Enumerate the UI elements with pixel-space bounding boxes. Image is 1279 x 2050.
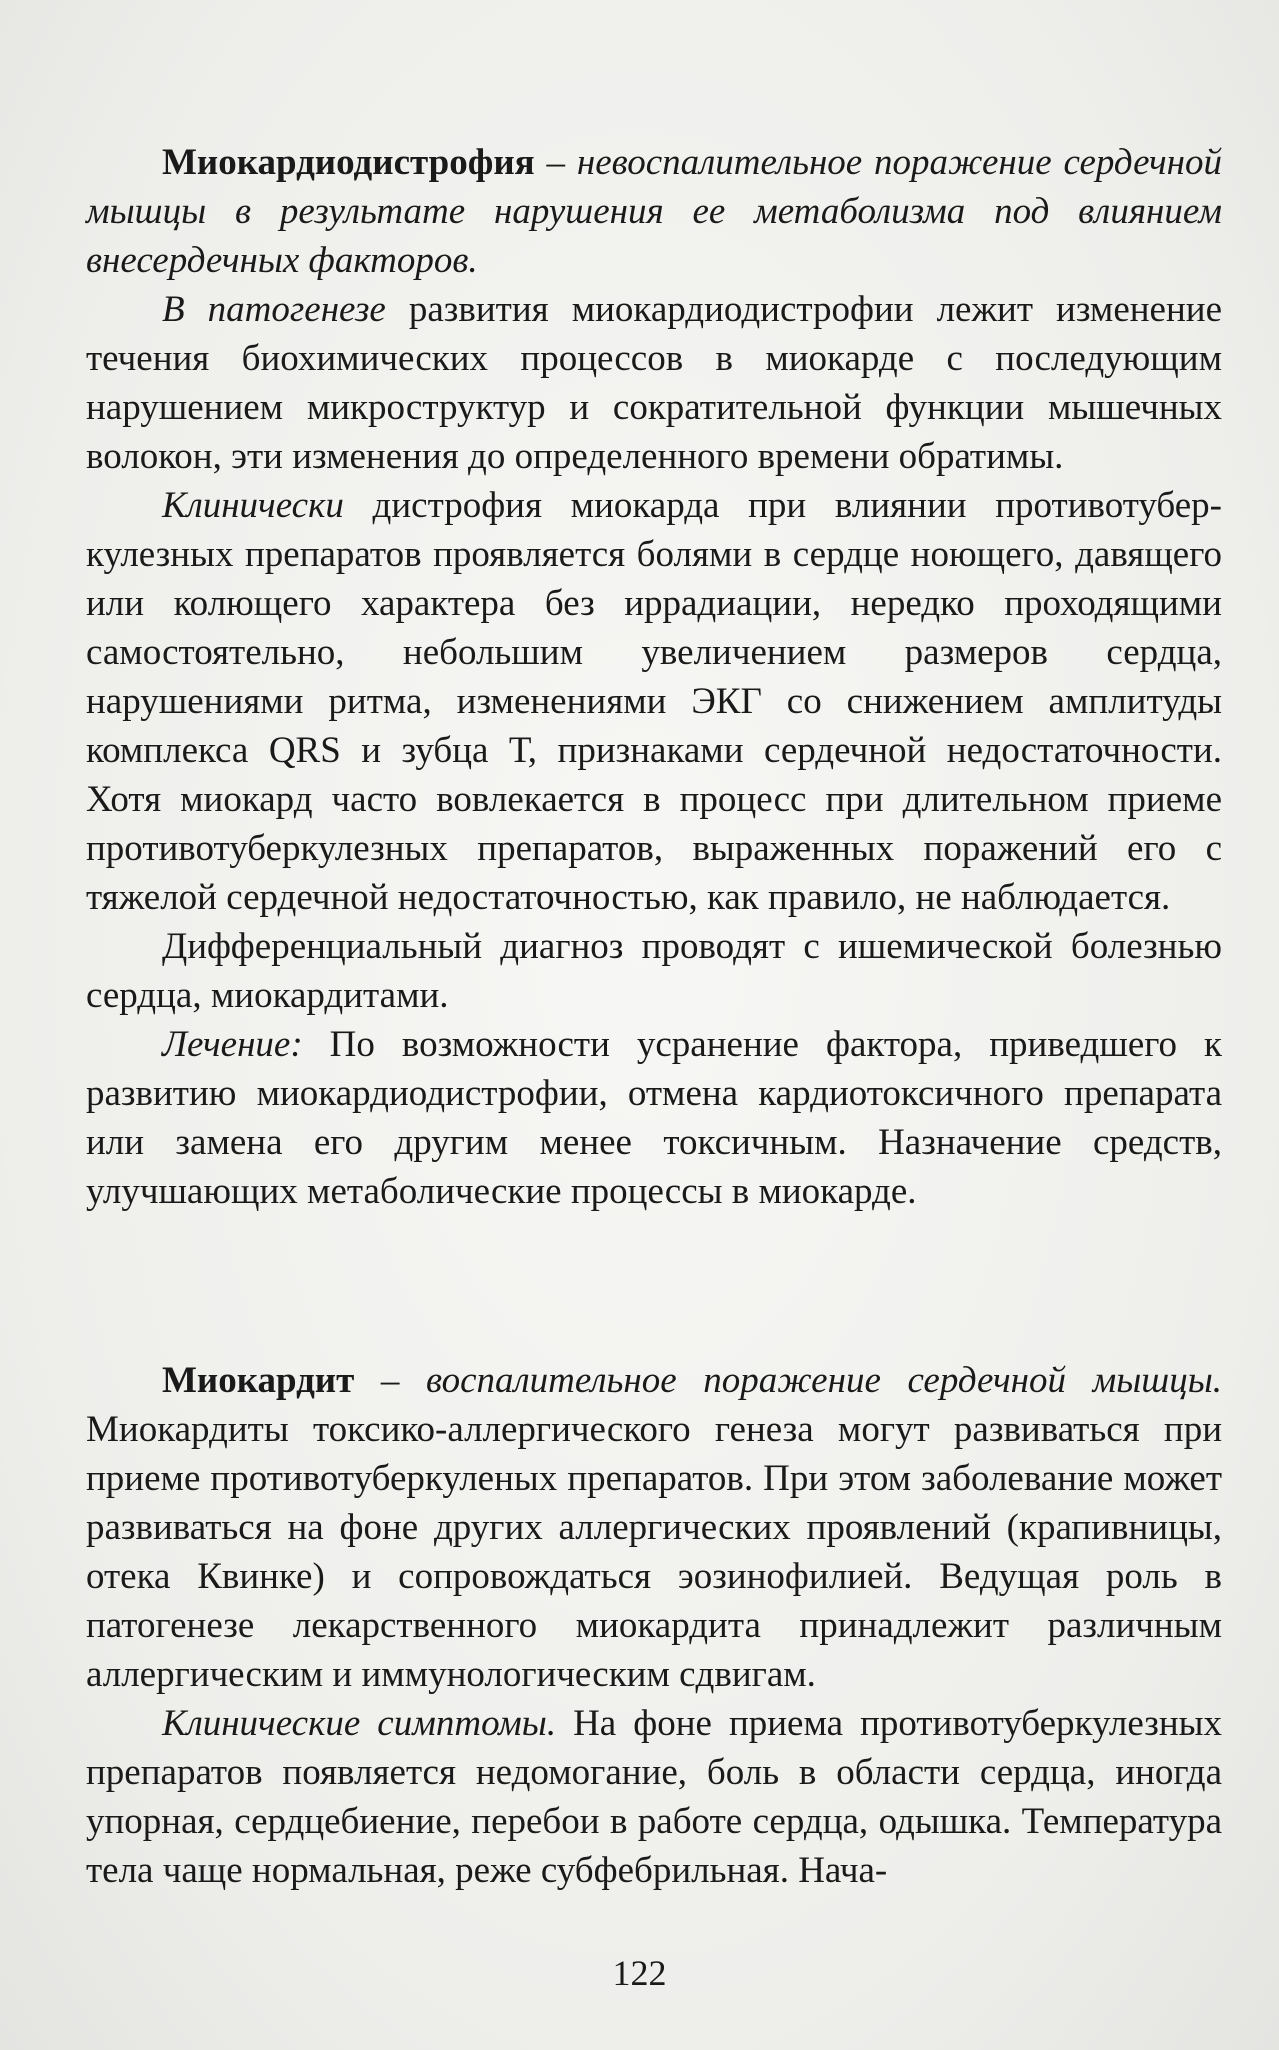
paragraph-text: По возможности усранение фактора, приведшего к развитию миокардиодистрофии, отмена кардиотоксичного препарата или замена его другим менее токсичным. Назначение средств, улучшающих метаболические процессы в миокарде.	[86, 1024, 1222, 1212]
paragraph-text: Миокардиты токсико-аллергического генеза могут развиваться при приеме противотуберкуленых препаратов. При этом заболевание может развиваться на фоне других аллергических проявлений (крапивницы, отека Квинке) и сопровождаться эозинофилией. Ведущая роль в патогенезе лекарственного миокардита принадлежит различным аллергическим и иммунологическим сдвигам.	[86, 1409, 1222, 1695]
paragraph-lead: Клинические симптомы.	[162, 1703, 557, 1744]
paragraph-lead: Клинически	[162, 485, 344, 526]
definition-paragraph	[86, 1356, 1222, 1699]
diagnosis-paragraph	[86, 922, 1222, 1020]
term-definition: воспалительное поражение сердечной мышцы.	[426, 1360, 1223, 1401]
term-heading: Миокардиодистрофия	[162, 142, 535, 183]
symptoms-paragraph	[86, 1699, 1222, 1895]
definition-paragraph	[86, 138, 1222, 285]
section-myocarditis	[86, 1356, 1222, 1895]
section-myocardiodystrophy	[86, 138, 1222, 1216]
page-number: 122	[612, 1953, 667, 1993]
paragraph-text: На фоне приема противотуберкулезных препаратов появляется недомогание, боль в области сердца, иногда упорная, сердцебиение, перебои в работе сердца, одышка. Температура тела чаще нормальная, реже субфебрильная. Нача-	[86, 1703, 1222, 1891]
term-dash: –	[354, 1360, 427, 1401]
treatment-paragraph	[86, 1020, 1222, 1216]
pathogenesis-paragraph	[86, 285, 1222, 481]
term-heading: Миокардит	[162, 1360, 355, 1401]
paragraph-lead: В патогенезе	[162, 289, 386, 330]
paragraph-text: развития миокардиодистрофии лежит изменение течения биохимических процессов в миокарде с последующим нарушением микроструктур и сократительной функции мышечных волокон, эти изменения до определенного времени обратимы.	[86, 289, 1222, 477]
term-dash: –	[534, 142, 577, 183]
term-definition: невоспалительное поражение сердечной мышцы в результате нарушения ее метаболизма под влиянием внесердечных факторов.	[86, 142, 1223, 281]
paragraph-text: дистрофия миокарда при влиянии противотуберкулезных препаратов проявляется болями в сердце ноющего, давящего или колющего характера без иррадиации, нередко проходящими самостоятельно, небольшим увеличением размеров сердца, нарушениями ритма, изменениями ЭКГ со снижением амплитуды комплекса QRS и зубца Т, признаками сердечной недостаточности. Хотя миокард часто вовлекается в процесс при длительном приеме противотуберкулезных препаратов, выраженных поражений его с тяжелой сердечной недостаточностью, как правило, не наблюдается.	[86, 485, 1222, 918]
clinical-paragraph	[86, 481, 1222, 922]
paragraph-lead: Лечение:	[162, 1024, 303, 1065]
paragraph-text: Дифференциальный диагноз проводят с ишемической болезнью сердца, миокардитами.	[86, 926, 1222, 1016]
